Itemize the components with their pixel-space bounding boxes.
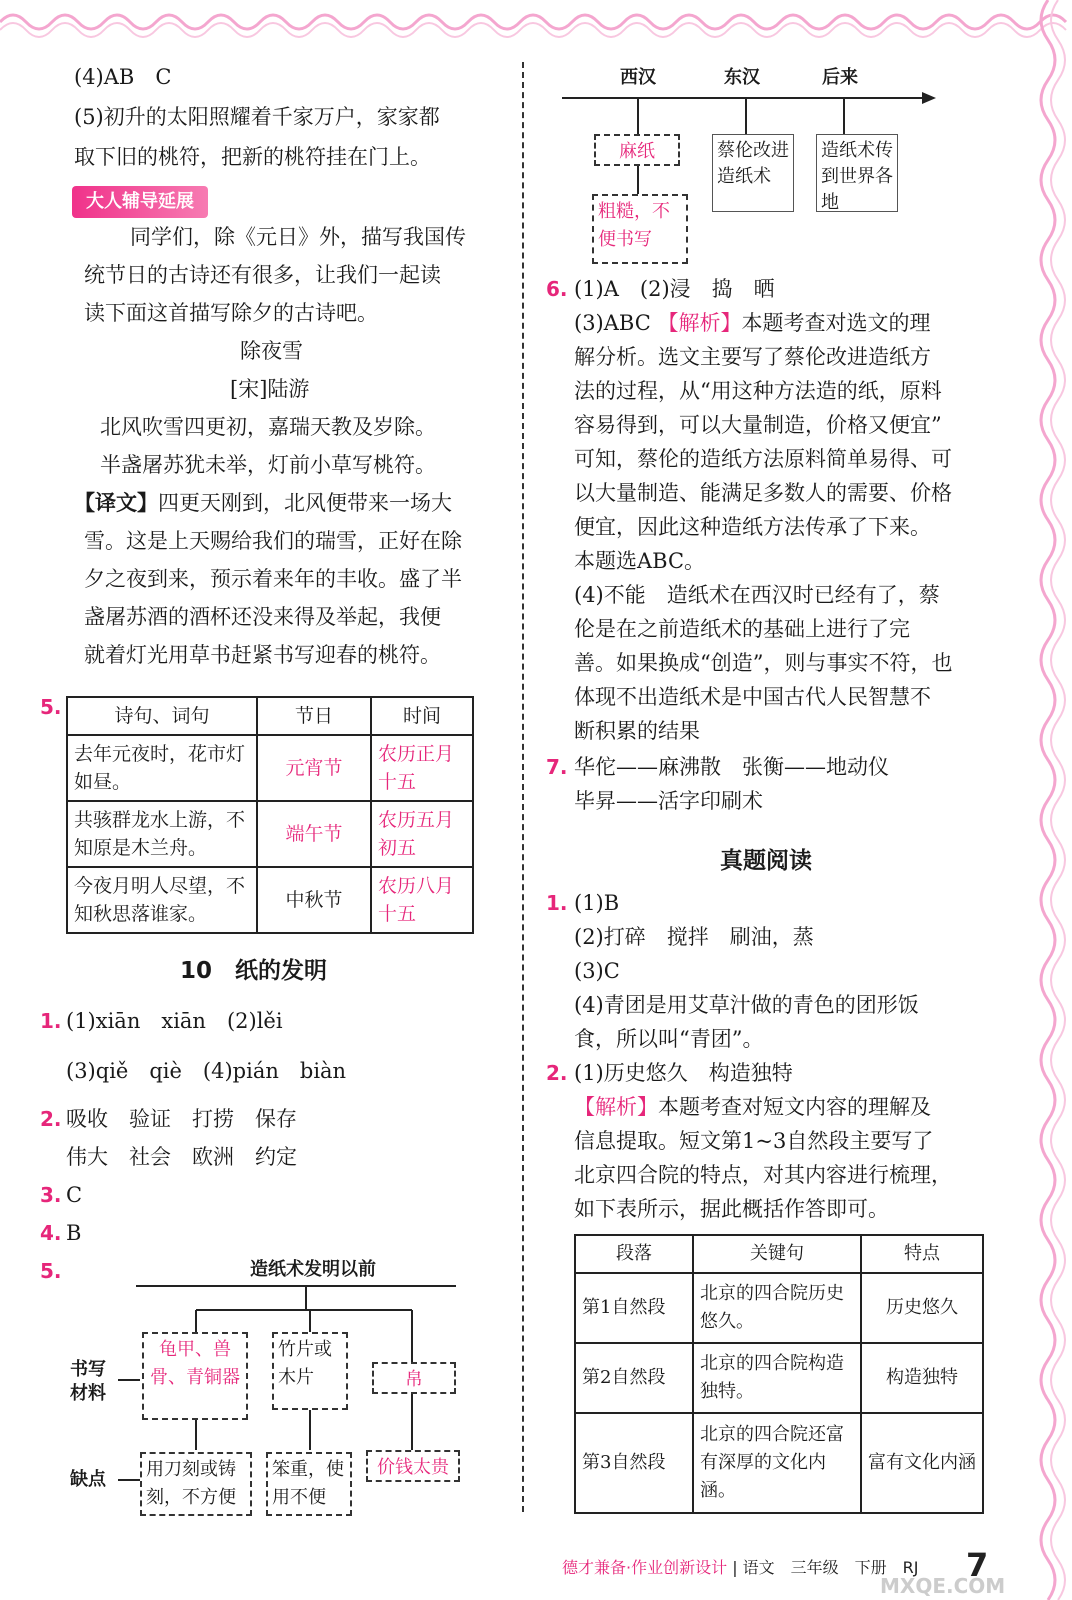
table-cell: 农历八月十五 [371,867,473,933]
r1-line-3: (3)C [574,959,620,983]
table-header: 关键句 [693,1235,861,1273]
r2-line-1: (1)历史悠久 构造独特 [574,1061,793,1085]
defect-label: 缺点 [70,1469,106,1490]
table-header: 节日 [257,697,371,735]
column-divider [522,62,524,1512]
q6-line-2: (3)ABC 【解析】本题考查对选文的理 [574,311,931,335]
material-box-1: 龟甲、兽骨、青铜器 [142,1332,248,1420]
table-cell: 北京的四合院构造独特。 [693,1343,861,1413]
table-row [575,1413,983,1513]
r2-line-4: 北京四合院的特点，对其内容进行梳理， [574,1163,952,1187]
poem-title: 除夜雪 [240,339,303,363]
question-number: 3. [40,1183,62,1207]
festival-table [66,696,474,934]
section-title: 真题阅读 [720,848,812,874]
q6-line-7: 以大量制造、能满足多数人的需要、价格 [574,481,952,505]
defect-box-1: 用刀刻或铸刻，不方便 [140,1452,252,1516]
material-box-2: 竹片或木片 [272,1332,348,1410]
question-number: 2. [40,1107,62,1131]
translation-line-4: 盏屠苏酒的酒杯还没来得及举起，我便 [84,605,441,629]
q6-line-8: 便宜，因此这种造纸方法传承了下来。 [574,515,931,539]
q6-line-14: 断积累的结果 [574,719,700,743]
table-cell: 第3自然段 [575,1413,693,1513]
poem-author: [宋]陆游 [230,377,310,401]
translation-line-2: 雪。这是上天赐给我们的瑞雪，正好在除 [84,529,462,553]
table-cell: 农历五月初五 [371,801,473,867]
q6-line-3: 解分析。选文主要写了蔡伦改进造纸方 [574,345,931,369]
table-cell: 北京的四合院历史悠久。 [693,1273,861,1343]
top-wave-border [0,0,1072,44]
r1-line-5: 食，所以叫“青团”。 [574,1027,764,1051]
timeline-box-spread: 造纸术传到世界各地 [816,134,898,212]
r2-line-2: 【解析】本题考查对短文内容的理解及 [574,1095,931,1119]
q6-line-13: 体现不出造纸术是中国古代人民智慧不 [574,685,931,709]
q4-answer: B [66,1221,82,1245]
translation-line-3: 夕之夜到来，预示着来年的丰收。盛了半 [84,567,462,591]
analysis-tag: 【解析】 [574,1095,658,1119]
question-number: 1. [546,891,568,915]
lesson-title: 10 纸的发明 [180,958,328,984]
defect-box-3: 价钱太贵 [366,1450,460,1482]
question-number: 2. [546,1061,568,1085]
timeline-box-hemp-paper: 麻纸 [594,134,680,166]
extension-badge: 大人辅导延展 [72,186,208,218]
table-header: 段落 [575,1235,693,1273]
q7-line-1: 华佗——麻沸散 张衡——地动仪 [574,755,889,779]
material-box-3: 帛 [372,1362,456,1394]
table-header: 诗句、词句 [67,697,257,735]
table-cell: 构造独特 [861,1343,983,1413]
table-row [575,1273,983,1343]
q6-line-6: 可知，蔡伦的造纸方法原料简单易得、可 [574,447,952,471]
period-eastern-han: 东汉 [724,67,760,88]
q2-line-2: 伟大 社会 欧洲 约定 [66,1145,297,1169]
answer-5-line-1: (5)初升的太阳照耀着千家万户，家家都 [74,105,440,129]
table-cell: 北京的四合院还富有深厚的文化内涵。 [693,1413,861,1513]
question-number: 5. [40,1259,62,1283]
r2-line-3: 信息提取。短文第1~3自然段主要写了 [574,1129,934,1153]
q6-line-1: (1)A (2)浸 捣 晒 [574,277,775,301]
question-number: 6. [546,277,568,301]
intro-line-3: 读下面这首描写除夕的古诗吧。 [84,301,378,325]
subject-info: 语文 三年级 下册 RJ [742,1558,919,1577]
table-row [67,867,473,933]
table-cell: 历史悠久 [861,1273,983,1343]
timeline-box-cai-lun: 蔡伦改进造纸术 [712,134,794,212]
q6-line-12: 善。如果换成“创造”，则与事实不符，也 [574,651,953,675]
question-number: 4. [40,1221,62,1245]
table-cell: 第1自然段 [575,1273,693,1343]
r2-line-5: 如下表所示，据此概括作答即可。 [574,1197,889,1221]
diagram-title: 造纸术发明以前 [250,1259,376,1280]
footer: 德才兼备·作业创新设计 | 语文 三年级 下册 RJ [562,1558,919,1577]
timeline-box-rough: 粗糙，不便书写 [592,194,688,264]
translation-line-1: 【译文】四更天刚到，北风便带来一场大 [74,491,452,515]
poem-line-1: 北风吹雪四更初，嘉瑞天教及岁除。 [100,415,436,439]
q6-line-11: 伦是在之前造纸术的基础上进行了完 [574,617,910,641]
page-number: 7 [966,1546,989,1584]
analysis-tag: 【解析】 [657,311,742,335]
r1-line-2: (2)打碎 搅拌 刷油，蒸 [574,925,814,949]
answer-4: (4)AB C [74,65,172,89]
table-cell: 端午节 [257,801,371,867]
watermark: MXQE.COM [880,1574,1006,1598]
q6-line-4: 法的过程，从“用这种方法造的纸，原料 [574,379,942,403]
period-western-han: 西汉 [620,67,656,88]
table-cell: 第2自然段 [575,1343,693,1413]
table-cell: 元宵节 [257,735,371,801]
table-cell: 中秋节 [257,867,371,933]
r1-line-4: (4)青团是用艾草汁做的青色的团形饭 [574,993,919,1017]
defect-box-2: 笨重，使用不便 [266,1452,352,1516]
table-row [67,801,473,867]
writing-material-label: 书写材料 [70,1359,106,1404]
q7-line-2: 毕昇——活字印刷术 [574,789,763,813]
table-cell: 富有文化内涵 [861,1413,983,1513]
q1-line-1: (1)xiān xiān (2)lěi [66,1009,283,1033]
table-header: 时间 [371,697,473,735]
translation-line-5: 就着灯光用草书赶紧书写迎春的桃符。 [84,643,441,667]
answer-5-line-2: 取下旧的桃符，把新的桃符挂在门上。 [74,145,431,169]
series-name: 德才兼备·作业创新设计 [562,1558,728,1577]
table-cell: 农历正月十五 [371,735,473,801]
intro-line-2: 统节日的古诗还有很多，让我们一起读 [84,263,441,287]
q3-answer: C [66,1183,83,1207]
question-number: 7. [546,755,568,779]
right-wave-border [1020,0,1072,1600]
question-number: 1. [40,1009,62,1033]
intro-line-1: 同学们，除《元日》外，描写我国传 [130,225,466,249]
q6-line-10: (4)不能 造纸术在西汉时已经有了，蔡 [574,583,940,607]
q2-line-1: 吸收 验证 打捞 保存 [66,1107,297,1131]
table-cell: 共骇群龙水上游，不知原是木兰舟。 [67,801,257,867]
table-row [575,1343,983,1413]
q1-line-2: (3)qiě qiè (4)pián biàn [66,1059,347,1083]
question-number: 5. [40,695,62,719]
translation-tag: 【译文】 [74,491,158,515]
r1-line-1: (1)B [574,891,620,915]
table-row [67,735,473,801]
table-cell: 今夜月明人尽望，不知秋思落谁家。 [67,867,257,933]
table-cell: 去年元夜时，花市灯如昼。 [67,735,257,801]
q6-line-9: 本题选ABC。 [574,549,706,573]
table-header: 特点 [861,1235,983,1273]
q6-line-5: 容易得到，可以大量制造，价格又便宜” [574,413,942,437]
period-later: 后来 [822,67,858,88]
courtyard-table [574,1234,984,1514]
poem-line-2: 半盏屠苏犹未举，灯前小草写桃符。 [100,453,436,477]
